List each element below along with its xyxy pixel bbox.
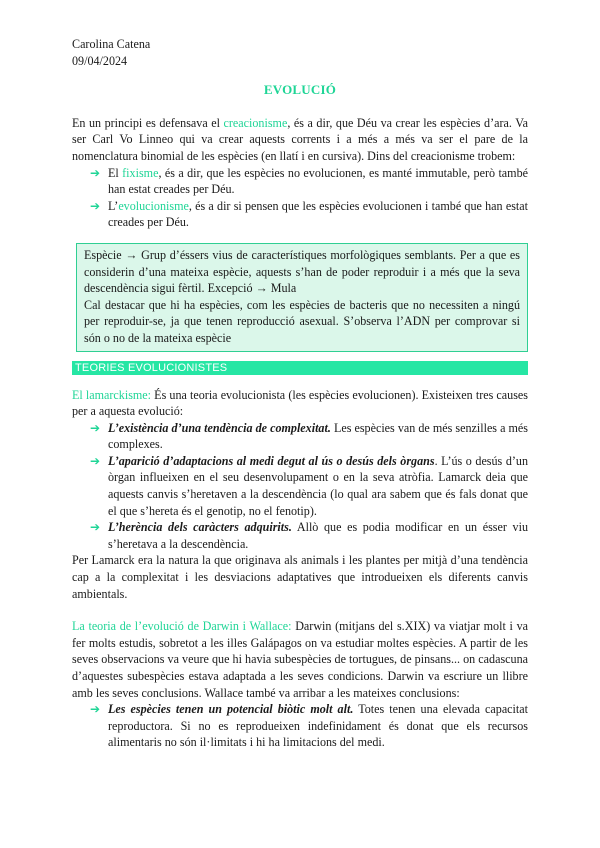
lamarck-label: El lamarckisme: bbox=[72, 387, 152, 402]
term-evolucionisme: evolucionisme bbox=[118, 198, 189, 213]
arrow-right-icon: ➔ bbox=[90, 165, 101, 180]
document-page bbox=[72, 36, 528, 751]
box-paragraph: Cal destacar que hi ha espècies, com les espècies de bacteris que no necessiten a ningú per reproduir-se, ja que tenen reproducció asexual. S’observa l’ADN per comprovar si són o no de la mateixa espècie bbox=[84, 297, 520, 345]
lamarck-paragraph: El lamarckisme: És una teoria evolucionista (les espècies evolucionen). Existeixen tres causes per a aquesta evolució: bbox=[72, 387, 528, 419]
arrow-right-icon: ➔ bbox=[90, 453, 101, 468]
intro-list bbox=[72, 165, 528, 231]
list-item: ➔ Les espècies tenen un potencial biòtic molt alt. Totes tenen una elevada capacitat reproductora. Si no es reprodueixen indefinidament és donat que els recursos alimentaris no són il·limitats i hi ha limitacions del medi. bbox=[90, 702, 528, 750]
box-paragraph: Espècie → Grup d’éssers vius de característiques morfològiques semblants. Per a que es considerin d’una mateixa espècie, aquests s’han de poder reproduir i a més que la seva descendència sigui fèrtil. Excepció → Mula bbox=[84, 247, 520, 296]
arrow-right-icon: ➔ bbox=[90, 520, 101, 535]
list-item: ➔ L’evolucionisme, és a dir si pensen que les espècies evolucionen i també que han estat creades per Déu. bbox=[90, 198, 528, 230]
arrow-right-icon: ➔ bbox=[90, 420, 101, 435]
intro-paragraph: En un principi es defensava el creacionisme, és a dir, que Déu va crear les espècies d’ara. Va ser Carl Vo Linneo qui va crear aquests corrents i a més a més va ser el pare de la nomenclatura binomial de les espècies (en llatí i en cursiva). Dins del creacionisme trobem: bbox=[72, 115, 528, 163]
list-item: ➔ El fixisme, és a dir, que les espècies no evolucionen, es manté immutable, però també han estat creades per Déu. bbox=[90, 165, 528, 197]
darwin-label: La teoria de l’evolució de Darwin i Wallace: bbox=[72, 619, 292, 634]
arrow-right-icon: ➔ bbox=[90, 198, 101, 213]
lamarck-closing: Per Lamarck era la natura la que originava als animals i les plantes per mitjà d’una tendència cap a la complexitat i les desviacions adaptatives que introdueixen els diferents canvis ambientals. bbox=[72, 553, 528, 601]
section-heading-band: TEORIES EVOLUCIONISTES bbox=[72, 361, 528, 375]
list-item: ➔ L’aparició d’adaptacions al medi degut al ús o desús dels òrgans. L’ús o desús d’un òrgan influeixen en el seu desenvolupament o en la seva atròfia. Lamarck deia que aquests canvis s’heretaven a la descendència (lo qual ara sabem que és fals donat que el que s’hereta és el genotip, no el fenotip). bbox=[90, 453, 528, 518]
term-creacionisme: creacionisme bbox=[223, 115, 288, 130]
darwin-list bbox=[72, 701, 528, 751]
arrow-right-icon: ➔ bbox=[90, 702, 101, 717]
list-item: ➔ L’existència d’una tendència de complexitat. Les espècies van de més senzilles a més complexes. bbox=[90, 420, 528, 452]
species-definition-box bbox=[76, 243, 528, 352]
page-title: EVOLUCIÓ bbox=[263, 82, 337, 98]
lamarck-list bbox=[72, 420, 528, 553]
author-name: Carolina Catena bbox=[72, 37, 151, 51]
darwin-paragraph: La teoria de l’evolució de Darwin i Wallace: Darwin (mitjans del s.XIX) va viatjar molt i va fer molts estudis, sobretot a les illes Galápagos on va estudiar moltes espècies. A partir de les seves observacions va veure que hi havia subespècies de tortugues, de pinsans... on cadascuna d’aquestes subespècies estava adaptada a les seves condicions. Darwin va escriure un llibre amb les seves conclusions. Wallace també va arribar a les mateixes conclusions: bbox=[72, 619, 528, 700]
document-date: 09/04/2024 bbox=[72, 53, 128, 68]
term-fixisme: fixisme bbox=[122, 165, 159, 180]
list-item: ➔ L’herència dels caràcters adquirits. Allò que es podia modificar en un ésser viu s’heretava a la descendència. bbox=[90, 520, 528, 551]
